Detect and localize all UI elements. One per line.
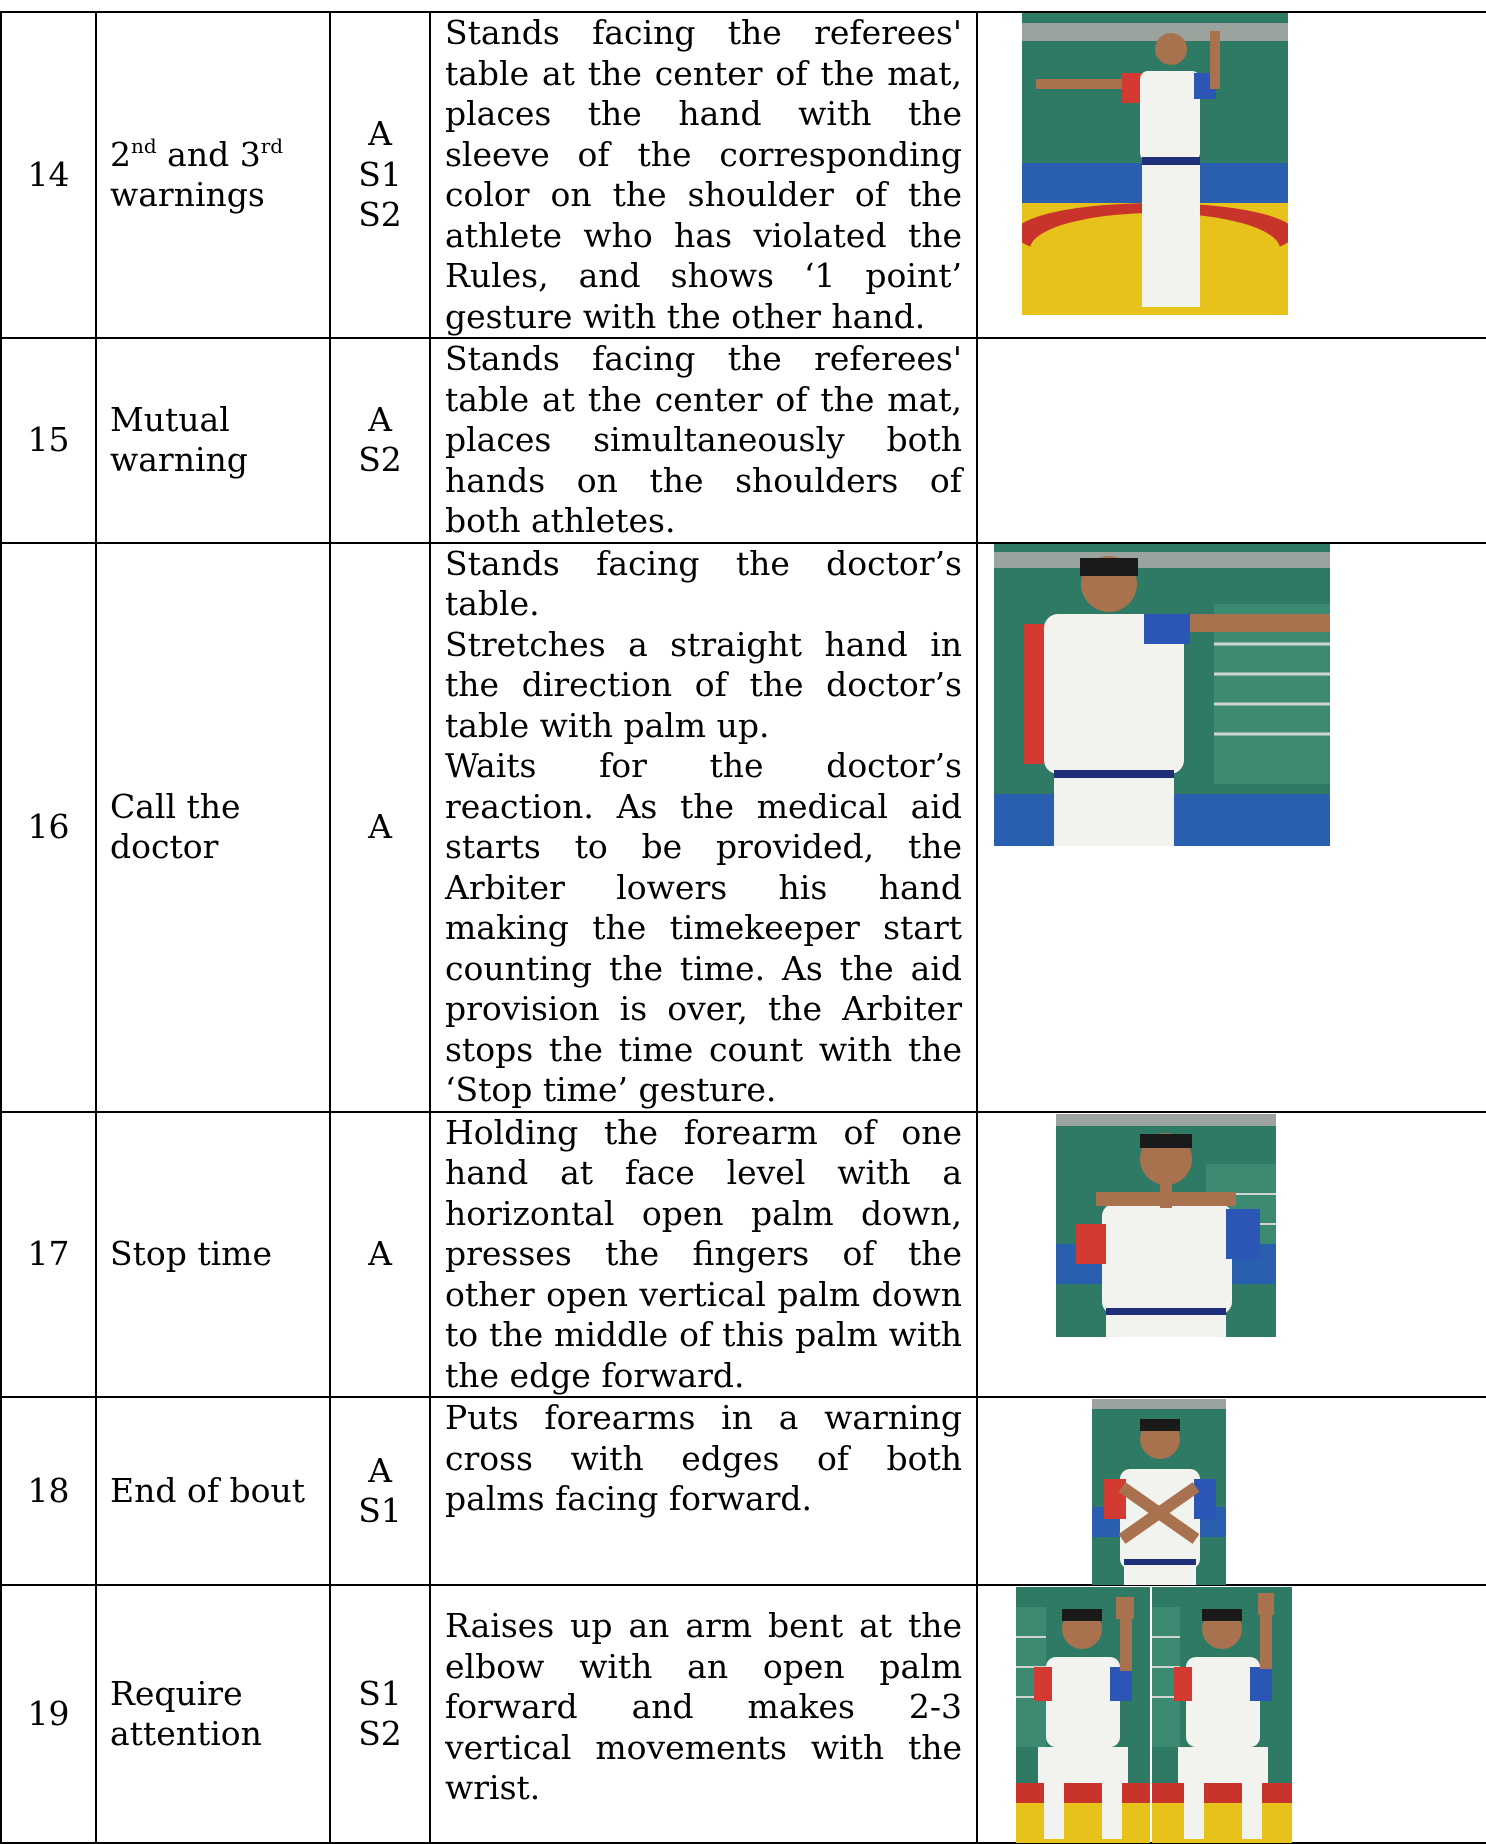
description-text: Puts forearms in a warning cross with edges of both palms facing forward. <box>445 1398 962 1518</box>
gesture-name-line: Stop time <box>110 1234 272 1273</box>
description-text: Stands facing the referees' table at the center of the mat, places simultaneously both hands on the shoulders of both athletes. <box>445 339 962 540</box>
gesture-name-line: Call the <box>110 786 241 826</box>
officials-cell <box>330 338 430 543</box>
referee-photo-require-attention-left <box>1016 1587 1150 1843</box>
official-code: A <box>368 399 392 439</box>
referee-photo-warning <box>1022 13 1288 315</box>
description-text: Holding the forearm of one hand at face level with a horizontal open palm down, presses the fingers of the other open vertical palm down to the middle of this palm with the edge forward. <box>445 1112 962 1395</box>
row-number: 14 <box>1 12 96 338</box>
description-text: Stands facing the doctor’s table. <box>445 543 962 623</box>
row-number: 17 <box>1 1112 96 1398</box>
official-code: A <box>368 1234 392 1273</box>
official-code: A <box>368 806 392 846</box>
gesture-description <box>430 338 977 543</box>
gesture-name-line: warning <box>110 440 248 480</box>
gesture-name-line: doctor <box>110 827 219 866</box>
table-row <box>1 1397 1486 1585</box>
gesture-name <box>96 338 330 543</box>
image-cell <box>977 1585 1486 1843</box>
gesture-name <box>96 1585 330 1843</box>
gesture-description <box>430 12 977 338</box>
gesture-name <box>96 543 330 1112</box>
gesture-description <box>430 1585 977 1843</box>
image-cell <box>977 12 1486 338</box>
referee-photo-call-doctor <box>994 544 1330 846</box>
official-code: S2 <box>358 195 402 235</box>
official-code: S1 <box>358 1673 402 1713</box>
official-code: S1 <box>358 1491 402 1530</box>
description-text: Raises up an arm bent at the elbow with an open palm forward and makes 2-3 vertical movements with the wrist. <box>445 1606 962 1807</box>
officials-cell <box>330 543 430 1112</box>
image-cell <box>977 543 1486 1112</box>
referee-photo-stop-time <box>1056 1114 1276 1337</box>
official-code: S1 <box>358 154 402 194</box>
image-cell <box>977 1112 1486 1398</box>
gesture-name <box>96 1112 330 1398</box>
official-code: S2 <box>358 440 402 480</box>
image-cell <box>977 1397 1486 1585</box>
description-text: Waits for the doctor’s reaction. As the medical aid starts to be provided, the Arbiter lowers his hand making the timekeeper start counting the time. As the aid provision is over, the Arbiter stops the time count with the ‘Stop time’ gesture. <box>445 746 962 1109</box>
officials-cell <box>330 1112 430 1398</box>
gesture-name-line: Mutual <box>110 399 230 439</box>
row-number: 15 <box>1 338 96 543</box>
officials-cell <box>330 12 430 338</box>
table-row <box>1 1112 1486 1398</box>
gesture-name-line: End of bout <box>110 1470 306 1510</box>
gesture-description <box>430 1397 977 1585</box>
gesture-description <box>430 1112 977 1398</box>
official-code: A <box>368 1450 392 1490</box>
referee-photo-end-of-bout <box>1092 1399 1226 1585</box>
official-code: S2 <box>358 1714 402 1753</box>
table-row <box>1 12 1486 338</box>
image-cell <box>977 338 1486 543</box>
officials-cell <box>330 1585 430 1843</box>
officials-cell <box>330 1397 430 1585</box>
table-row <box>1 1585 1486 1843</box>
table-row <box>1 543 1486 1112</box>
gesture-name-line: attention <box>110 1714 262 1753</box>
row-number: 16 <box>1 543 96 1112</box>
description-text: Stretches a straight hand in the direction of the doctor’s table with palm up. <box>445 624 962 745</box>
row-number: 19 <box>1 1585 96 1843</box>
referee-photo-require-attention-right <box>1152 1587 1292 1843</box>
row-number: 18 <box>1 1397 96 1585</box>
description-text: Stands facing the referees' table at the center of the mat, places the hand with the sleeve of the corresponding color on the shoulder of the athlete who has violated the Rules, and shows ‘1 point’ gesture with the other hand. <box>445 13 962 336</box>
referee-gestures-table <box>0 11 1486 1844</box>
gesture-name <box>96 1397 330 1585</box>
gesture-name: 2nd and 3rd warnings <box>96 12 330 338</box>
gesture-description <box>430 543 977 1112</box>
table-row <box>1 338 1486 543</box>
gesture-name-line: Require <box>110 1673 243 1713</box>
official-code: A <box>368 114 392 154</box>
